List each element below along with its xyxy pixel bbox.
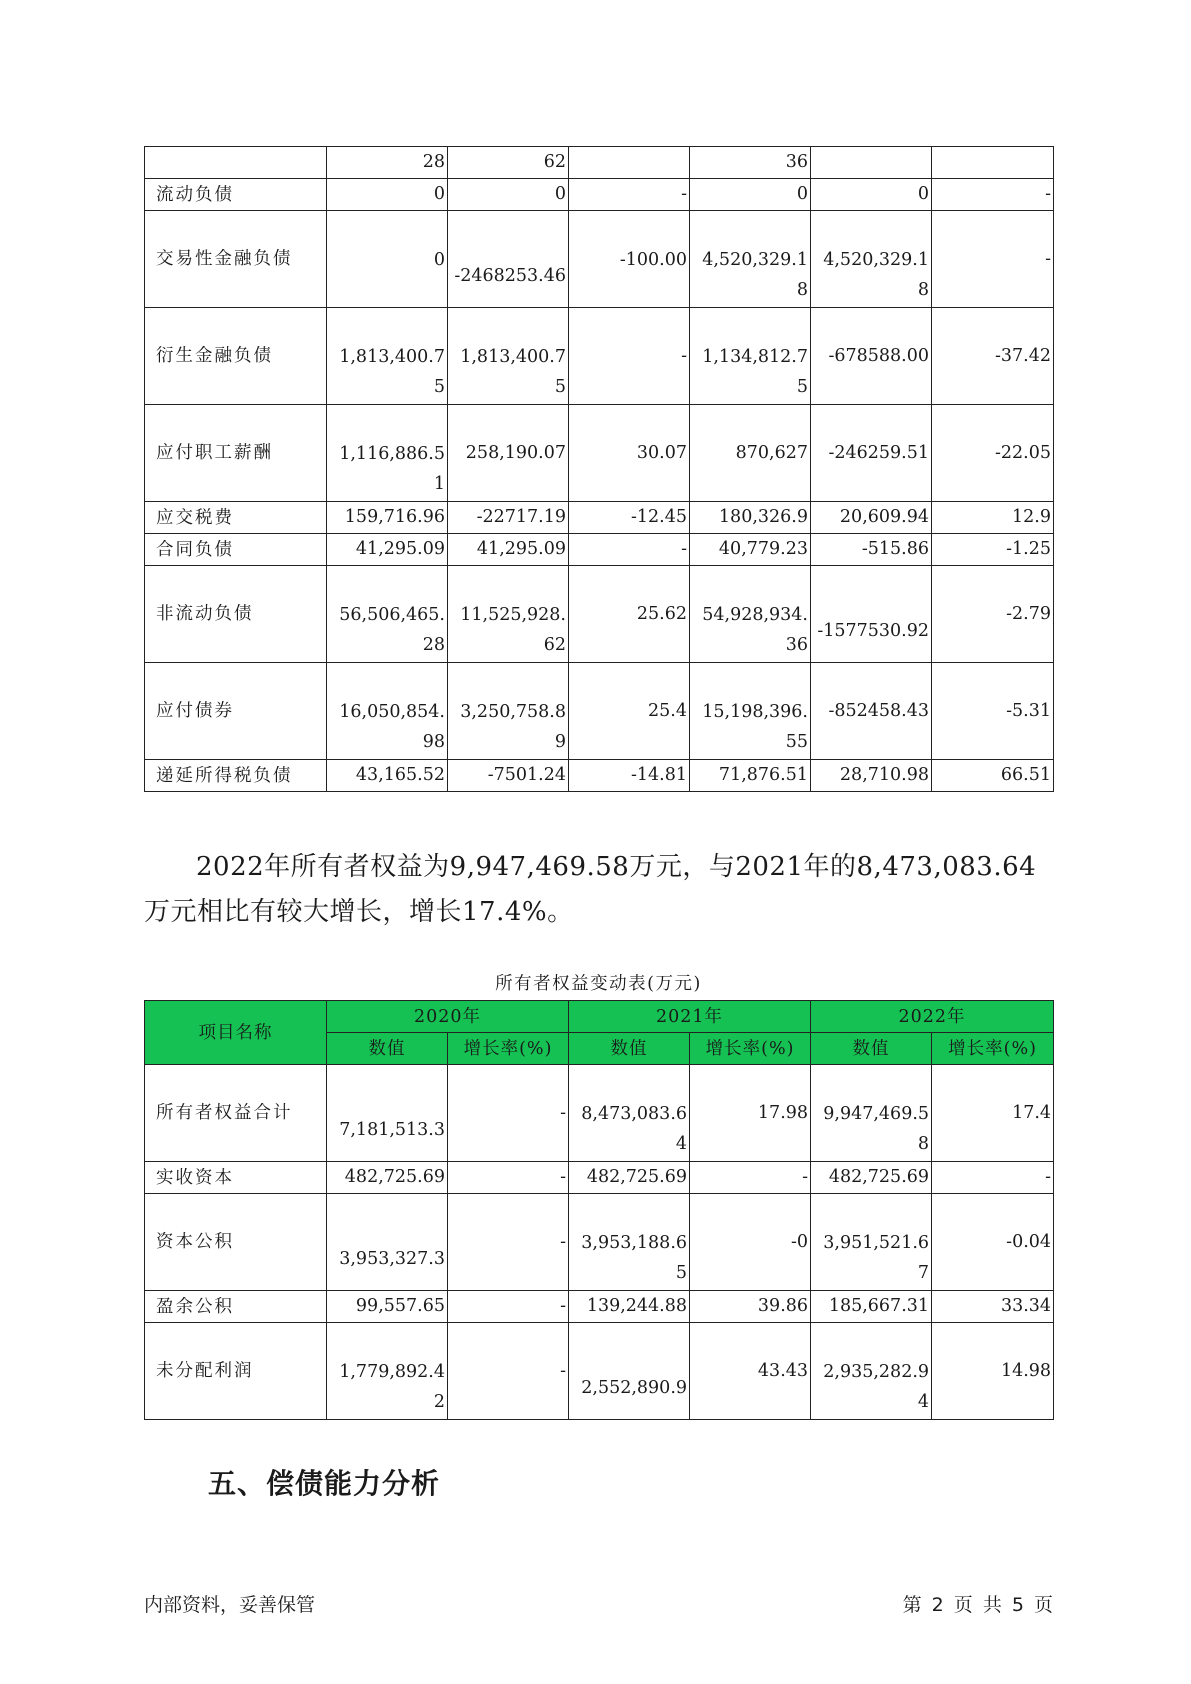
table-cell: 17.98 [690, 1065, 811, 1162]
table-cell: 3,953,188.6 5 [569, 1194, 690, 1291]
table-cell: - [932, 1162, 1054, 1194]
table-cell: - [448, 1065, 569, 1162]
table-cell: -100.00 [569, 211, 690, 308]
table-cell: 25.62 [569, 566, 690, 663]
row-label: 应付职工薪酬 [145, 405, 327, 502]
table-cell: -14.81 [569, 760, 690, 792]
table-cell: 28,710.98 [811, 760, 932, 792]
table-cell: 39.86 [690, 1291, 811, 1323]
table-cell [569, 147, 690, 179]
row-label: 所有者权益合计 [145, 1065, 327, 1162]
table-cell: -22.05 [932, 405, 1054, 502]
table-cell: 36 [690, 147, 811, 179]
row-label: 应付债券 [145, 663, 327, 760]
table-cell: -515.86 [811, 534, 932, 566]
table-cell: - [569, 179, 690, 211]
table-cell: -2.79 [932, 566, 1054, 663]
equity-row [145, 1323, 1054, 1420]
liability-row [145, 211, 1054, 308]
table-cell: 1,813,400.7 5 [327, 308, 448, 405]
table-cell: -1577530.92 [811, 566, 932, 663]
table-cell: -678588.00 [811, 308, 932, 405]
liability-row [145, 179, 1054, 211]
liability-row [145, 534, 1054, 566]
table-cell: - [690, 1162, 811, 1194]
table-cell: 180,326.9 [690, 502, 811, 534]
table-cell: 3,951,521.6 7 [811, 1194, 932, 1291]
row-label: 衍生金融负债 [145, 308, 327, 405]
row-label: 应交税费 [145, 502, 327, 534]
table-cell: 185,667.31 [811, 1291, 932, 1323]
table-cell: 0 [448, 179, 569, 211]
table-cell: 54,928,934. 36 [690, 566, 811, 663]
section-heading: 五、偿债能力分析 [208, 1467, 441, 1500]
table-cell: 482,725.69 [327, 1162, 448, 1194]
table-cell: 0 [327, 179, 448, 211]
table-cell: 9,947,469.5 8 [811, 1065, 932, 1162]
table-cell: 3,953,327.3 [327, 1194, 448, 1291]
table-cell: 33.34 [932, 1291, 1054, 1323]
equity-summary-paragraph: 2022年所有者权益为9,947,469.58万元，与2021年的8,473,083.64万元相比有较大增长，增长17.4%。 [144, 852, 1037, 927]
table-cell: -37.42 [932, 308, 1054, 405]
liability-table [144, 146, 1054, 792]
table-cell: 43.43 [690, 1323, 811, 1420]
table-cell: 0 [690, 179, 811, 211]
table-cell: 4,520,329.1 8 [811, 211, 932, 308]
header-value: 数值 [811, 1033, 932, 1065]
table-cell: 28 [327, 147, 448, 179]
table-cell: - [448, 1162, 569, 1194]
table-cell: -2468253.46 [448, 211, 569, 308]
table-cell: -7501.24 [448, 760, 569, 792]
table-cell: - [569, 308, 690, 405]
equity-row [145, 1065, 1054, 1162]
table-cell: 12.9 [932, 502, 1054, 534]
table-cell: 41,295.09 [448, 534, 569, 566]
table-cell [932, 147, 1054, 179]
table-cell: 40,779.23 [690, 534, 811, 566]
table-cell: 14.98 [932, 1323, 1054, 1420]
row-label: 盈余公积 [145, 1291, 327, 1323]
table-cell: 66.51 [932, 760, 1054, 792]
header-year-2021: 2021年 [569, 1001, 811, 1033]
table-cell: 41,295.09 [327, 534, 448, 566]
table-cell: - [448, 1194, 569, 1291]
table-cell: 4,520,329.1 8 [690, 211, 811, 308]
table-cell: 30.07 [569, 405, 690, 502]
header-growth: 增长率(%) [690, 1033, 811, 1065]
table-cell: 99,557.65 [327, 1291, 448, 1323]
row-label: 递延所得税负债 [145, 760, 327, 792]
table-cell: 7,181,513.3 [327, 1065, 448, 1162]
header-year-2020: 2020年 [327, 1001, 569, 1033]
table-cell [811, 147, 932, 179]
table-cell: 43,165.52 [327, 760, 448, 792]
table-cell: 482,725.69 [569, 1162, 690, 1194]
header-year-2022: 2022年 [811, 1001, 1054, 1033]
table-cell: 1,779,892.4 2 [327, 1323, 448, 1420]
table-cell: -12.45 [569, 502, 690, 534]
row-label [145, 147, 327, 179]
table-cell: -852458.43 [811, 663, 932, 760]
table-cell: 62 [448, 147, 569, 179]
table-cell: 71,876.51 [690, 760, 811, 792]
header-growth: 增长率(%) [448, 1033, 569, 1065]
liability-row [145, 663, 1054, 760]
header-value: 数值 [569, 1033, 690, 1065]
table-cell: -22717.19 [448, 502, 569, 534]
footer-confidential-note: 内部资料，妥善保管 [144, 1594, 316, 1616]
table-cell: 870,627 [690, 405, 811, 502]
table-cell: -246259.51 [811, 405, 932, 502]
table-cell: 8,473,083.6 4 [569, 1065, 690, 1162]
liability-row [145, 405, 1054, 502]
header-growth: 增长率(%) [932, 1033, 1054, 1065]
table-cell: 3,250,758.8 9 [448, 663, 569, 760]
table-cell: 0 [327, 211, 448, 308]
table-cell: - [448, 1323, 569, 1420]
table-cell: 11,525,928. 62 [448, 566, 569, 663]
table-cell: 15,198,396. 55 [690, 663, 811, 760]
row-label: 合同负债 [145, 534, 327, 566]
liability-row [145, 566, 1054, 663]
table-cell: - [569, 534, 690, 566]
table-cell: 2,552,890.9 [569, 1323, 690, 1420]
equity-table-caption: 所有者权益变动表(万元) [495, 974, 702, 994]
liability-row [145, 502, 1054, 534]
table-cell: - [932, 211, 1054, 308]
equity-row [145, 1291, 1054, 1323]
table-cell: 1,116,886.5 1 [327, 405, 448, 502]
footer-page-number: 第 2 页 共 5 页 [902, 1594, 1053, 1616]
equity-table [144, 1000, 1054, 1420]
table-cell: -0.04 [932, 1194, 1054, 1291]
table-cell: 56,506,465. 28 [327, 566, 448, 663]
table-cell: -1.25 [932, 534, 1054, 566]
table-cell: 2,935,282.9 4 [811, 1323, 932, 1420]
row-label: 未分配利润 [145, 1323, 327, 1420]
row-label: 实收资本 [145, 1162, 327, 1194]
header-item-name: 项目名称 [145, 1001, 327, 1065]
table-cell: -5.31 [932, 663, 1054, 760]
table-cell: 159,716.96 [327, 502, 448, 534]
header-value: 数值 [327, 1033, 448, 1065]
row-label: 交易性金融负债 [145, 211, 327, 308]
table-cell: - [448, 1291, 569, 1323]
table-cell: -0 [690, 1194, 811, 1291]
table-cell: 139,244.88 [569, 1291, 690, 1323]
liability-row [145, 308, 1054, 405]
table-cell: 16,050,854. 98 [327, 663, 448, 760]
liability-row [145, 760, 1054, 792]
table-cell: 258,190.07 [448, 405, 569, 502]
table-cell: 1,813,400.7 5 [448, 308, 569, 405]
table-cell: 20,609.94 [811, 502, 932, 534]
liability-row [145, 147, 1054, 179]
table-cell: 0 [811, 179, 932, 211]
row-label: 非流动负债 [145, 566, 327, 663]
table-cell: 25.4 [569, 663, 690, 760]
table-cell: 482,725.69 [811, 1162, 932, 1194]
table-cell: 1,134,812.7 5 [690, 308, 811, 405]
table-cell: - [932, 179, 1054, 211]
equity-row [145, 1194, 1054, 1291]
equity-row [145, 1162, 1054, 1194]
table-cell: 17.4 [932, 1065, 1054, 1162]
row-label: 资本公积 [145, 1194, 327, 1291]
row-label: 流动负债 [145, 179, 327, 211]
